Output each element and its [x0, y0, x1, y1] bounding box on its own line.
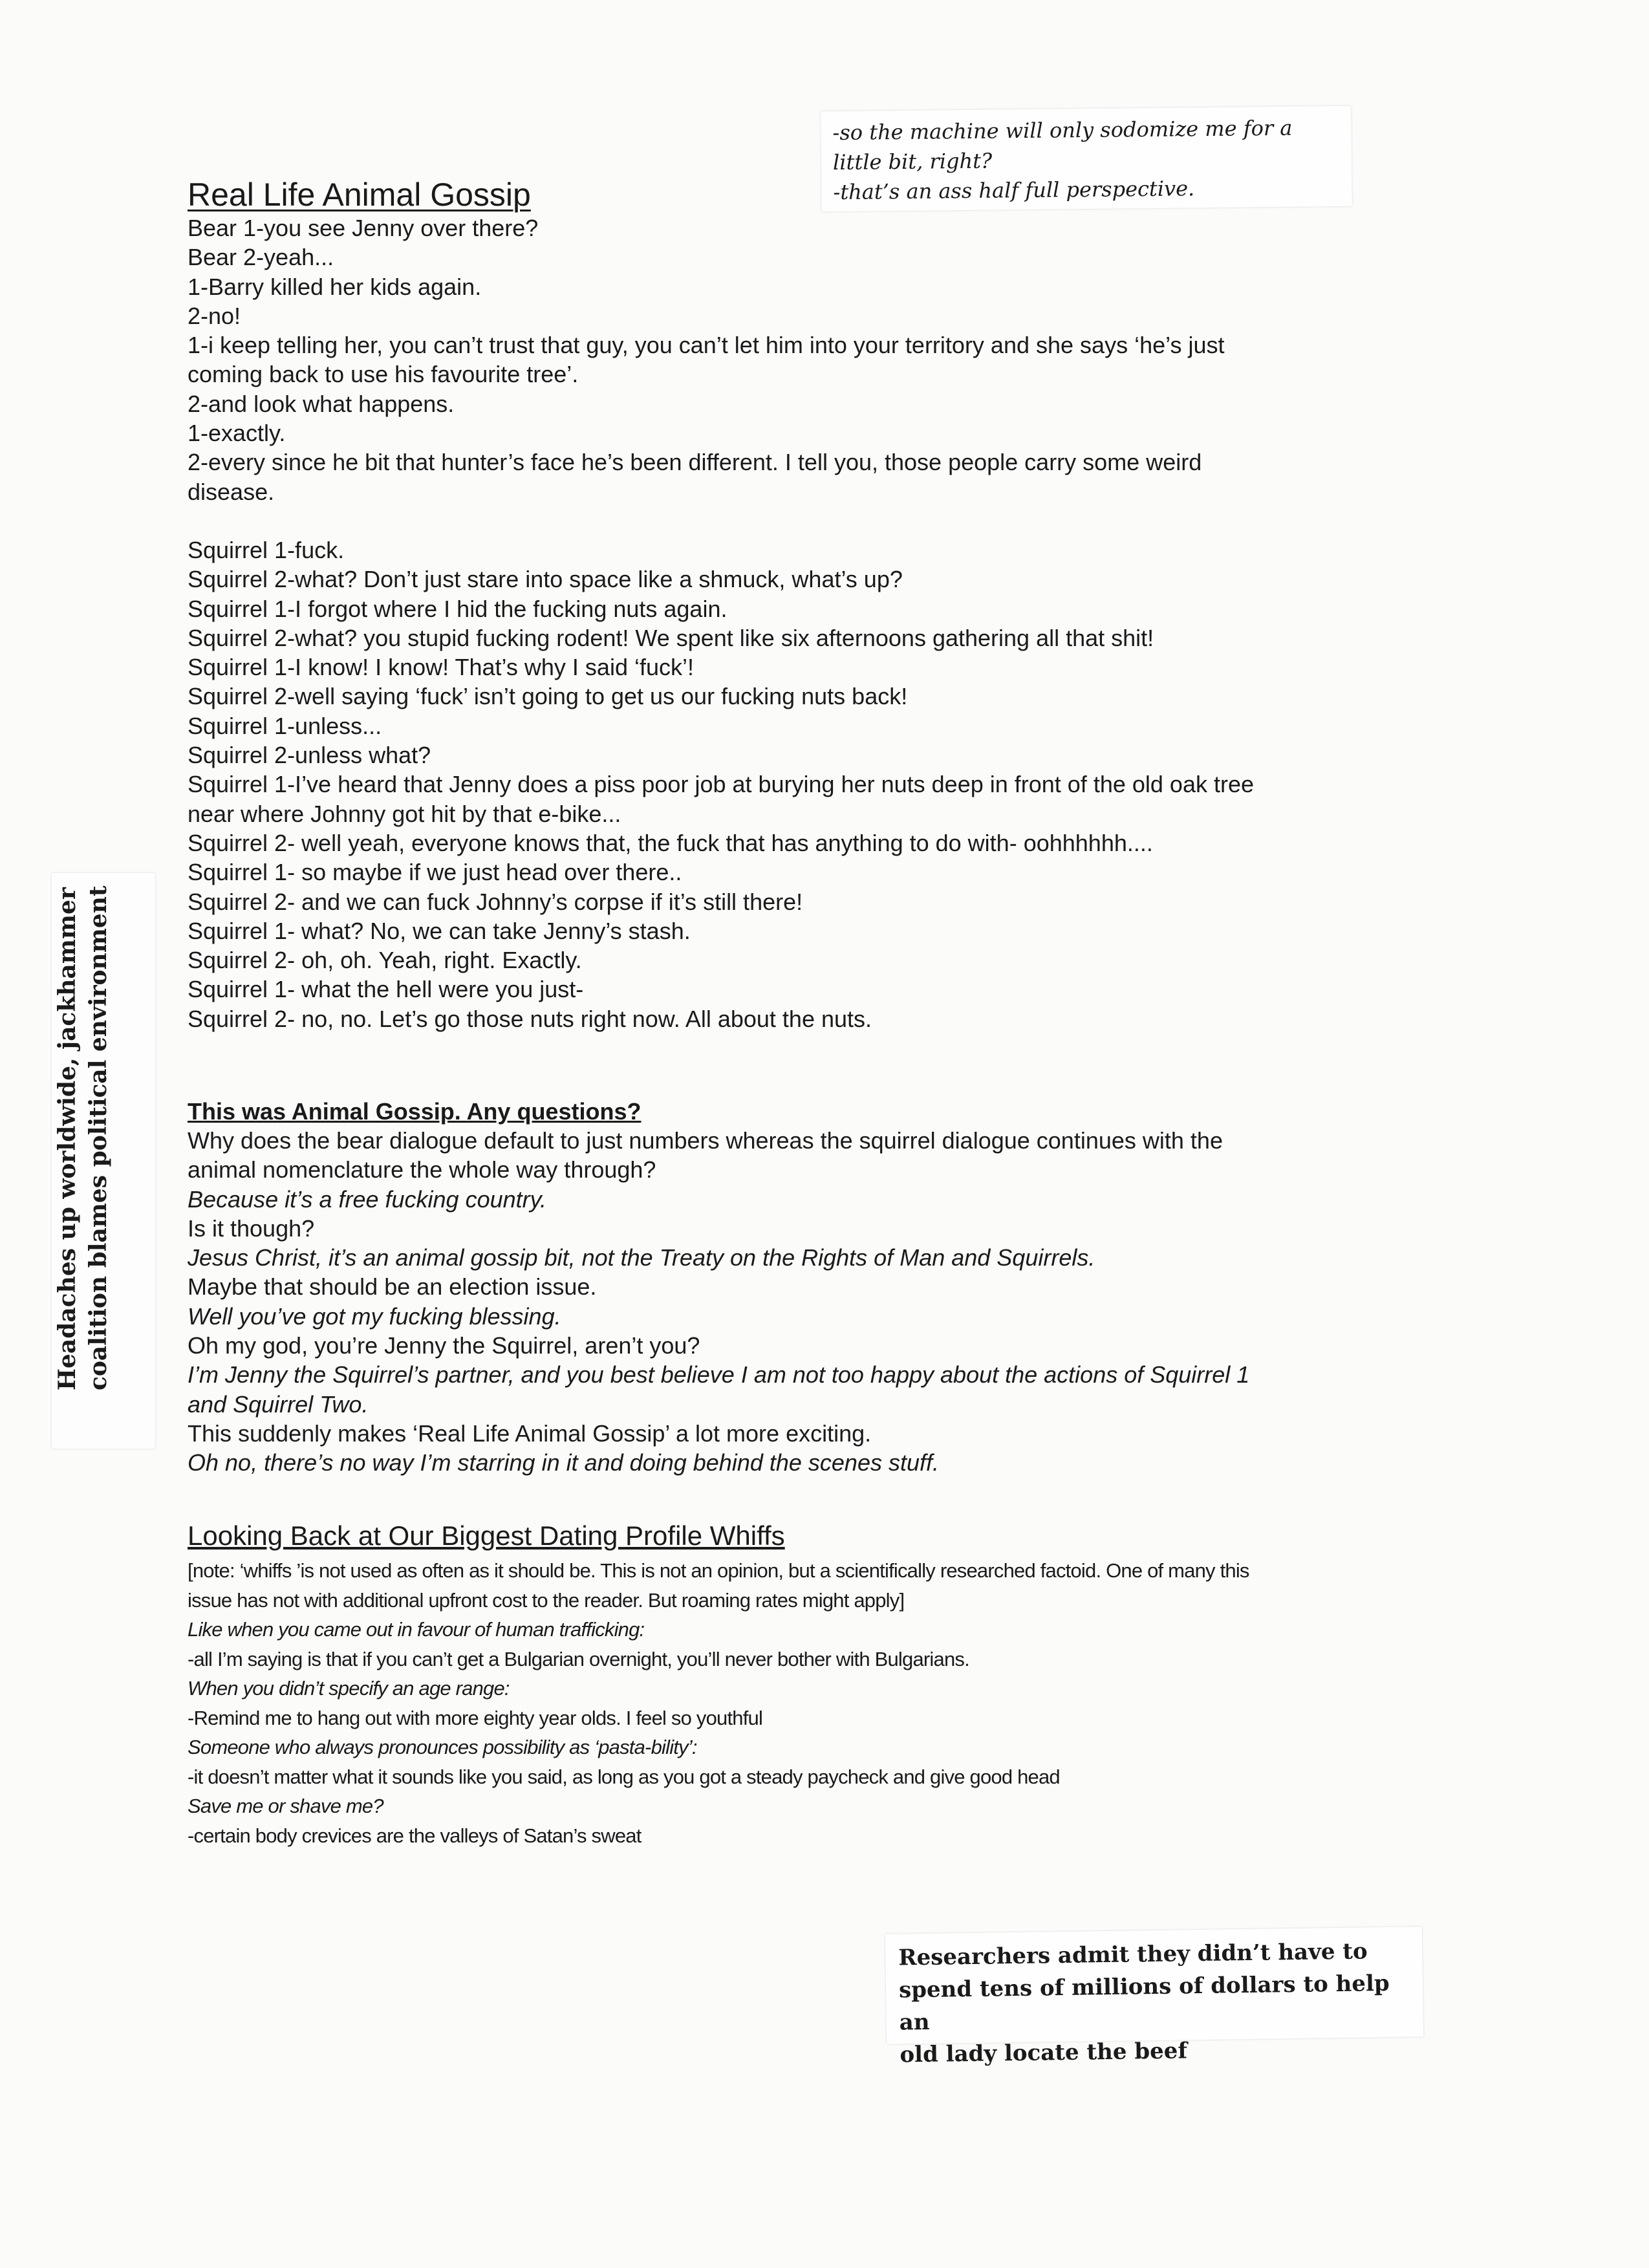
text-line: 1-i keep telling her, you can’t trust that guy, you can’t let him into your territory and she says ‘he’s just [188, 332, 1225, 359]
text-line: 2-and look what happens. [188, 390, 455, 417]
text-line: Squirrel 1- so maybe if we just head over there.. [188, 859, 682, 886]
text-line: Why does the bear dialogue default to just numbers whereas the squirrel dialogue continues with the [188, 1127, 1223, 1154]
text-line: 1-exactly. [188, 420, 286, 447]
text-line: Squirrel 2- and we can fuck Johnny’s corpse if it’s still there! [188, 888, 803, 915]
text-line: Squirrel 1- what? No, we can take Jenny’s stash. [188, 917, 691, 944]
text-line: disease. [188, 478, 275, 505]
text-line: animal nomenclature the whole way through? [188, 1156, 656, 1183]
text-line: Someone who always pronounces possibility as ‘pasta-bility’: [188, 1736, 697, 1758]
text-line: Bear 1-you see Jenny over there? [188, 215, 539, 241]
text-line: Squirrel 1-unless... [188, 712, 382, 739]
text-line: This suddenly makes ‘Real Life Animal Gossip’ a lot more exciting. [188, 1420, 872, 1447]
text-line: Oh no, there’s no way I’m starring in it and doing behind the scenes stuff. [188, 1449, 940, 1476]
text-line: Is it though? [188, 1215, 315, 1242]
text-line: Squirrel 2- well yeah, everyone knows that, the fuck that has anything to do with- oohhhhhh.... [188, 829, 1153, 856]
clipping-side-line: coalition blames political environment [85, 885, 112, 1390]
text-line: Squirrel 2- oh, oh. Yeah, right. Exactly. [188, 947, 582, 974]
text-line: Bear 2-yeah... [188, 244, 334, 271]
text-line: -all I’m saying is that if you can’t get a Bulgarian overnight, you’ll never bother with Bulgarians. [188, 1647, 969, 1670]
clipping-top-line: little bit, right? [832, 148, 993, 175]
text-line: issue has not with additional upfront cost to the reader. But roaming rates might apply] [188, 1588, 905, 1612]
bear-dialogue [188, 213, 1254, 506]
text-line: [note: ‘whiffs ’is not used as often as it should be. This is not an opinion, but a scientifically researched factoid. One of many this [188, 1559, 1249, 1582]
clipping-top-line: -that’s an ass half full perspective. [833, 176, 1195, 205]
clipping-bottom-line: Researchers admit they didn’t have to [898, 1938, 1368, 1971]
text-line: 1-Barry killed her kids again. [188, 273, 482, 300]
text-line: Squirrel 1-I know! I know! That’s why I said ‘fuck’! [188, 654, 694, 681]
text-line: I’m Jenny the Squirrel’s partner, and you best believe I am not too happy about the actions of Squirrel 1 [188, 1361, 1250, 1388]
section-questions [188, 1097, 1249, 1478]
whiffs-list [188, 1556, 1249, 1850]
text-line: coming back to use his favourite tree’. [188, 361, 579, 388]
text-line: Squirrel 1-I forgot where I hid the fucking nuts again. [188, 595, 727, 622]
text-line: and Squirrel Two. [188, 1390, 369, 1418]
clipping-side-text [52, 808, 114, 1390]
section-dating-whiffs [188, 1520, 1249, 1850]
text-line: -it doesn’t matter what it sounds like you said, as long as you got a steady paycheck and give good head [188, 1765, 1060, 1788]
text-line: When you didn’t specify an age range: [188, 1677, 510, 1700]
text-line: Like when you came out in favour of human trafficking: [188, 1618, 645, 1641]
text-line: Oh my god, you’re Jenny the Squirrel, aren’t you? [188, 1332, 700, 1359]
section-title: Looking Back at Our Biggest Dating Profile Whiffs [188, 1520, 785, 1551]
text-line: Maybe that should be an election issue. [188, 1273, 597, 1301]
section-title: Real Life Animal Gossip [188, 177, 531, 213]
text-line: 2-no! [188, 302, 241, 329]
text-line: Squirrel 2-what? Don’t just stare into space like a shmuck, what’s up? [188, 566, 903, 593]
text-line: -Remind me to hang out with more eighty year olds. I feel so youthful [188, 1706, 763, 1729]
clipping-top-line: -so the machine will only sodomize me for a [832, 115, 1293, 146]
text-line: 2-every since he bit that hunter’s face he’s been different. I tell you, those people carry some weird [188, 449, 1202, 476]
squirrel-dialogue [188, 535, 1254, 1033]
text-line: Because it’s a free fucking country. [188, 1185, 546, 1213]
clipping-bottom-line: spend tens of millions of dollars to help an [898, 1970, 1390, 2036]
clipping-side-line: Headaches up worldwide, jackhammer [54, 887, 81, 1390]
text-line: near where Johnny got hit by that e-bike... [188, 800, 621, 827]
text-line: Squirrel 1-fuck. [188, 536, 345, 563]
clipping-bottom [885, 1927, 1423, 2068]
section-animal-gossip [188, 176, 1254, 1033]
text-line: Squirrel 2- no, no. Let’s go those nuts right now. All about the nuts. [188, 1005, 872, 1032]
text-line: -certain body crevices are the valleys of Satan’s sweat [188, 1824, 641, 1847]
section-title: This was Animal Gossip. Any questions? [188, 1098, 641, 1125]
questions-dialogue [188, 1126, 1249, 1478]
text-line: Squirrel 2-unless what? [188, 742, 431, 769]
text-line: Squirrel 1- what the hell were you just- [188, 976, 584, 1003]
text-line: Save me or shave me? [188, 1795, 383, 1817]
text-line: Jesus Christ, it’s an animal gossip bit, not the Treaty on the Rights of Man and Squirrels. [188, 1244, 1095, 1271]
text-line: Squirrel 2-well saying ‘fuck’ isn’t going to get us our fucking nuts back! [188, 683, 908, 710]
text-line: Squirrel 2-what? you stupid fucking rodent! We spent like six afternoons gathering all that shit! [188, 624, 1154, 651]
text-line: Squirrel 1-I’ve heard that Jenny does a piss poor job at burying her nuts deep in front of the old oak tree [188, 771, 1255, 798]
text-line: Well you’ve got my fucking blessing. [188, 1302, 561, 1330]
clipping-bottom-line: old lady locate the beef [900, 2038, 1188, 2068]
